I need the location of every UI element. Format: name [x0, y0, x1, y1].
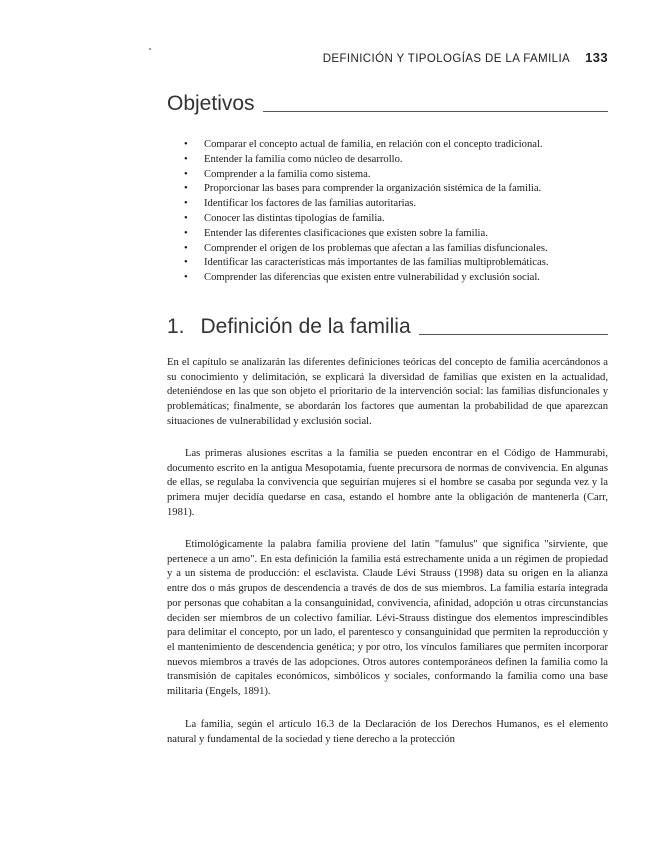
objective-item: • Identificar las características más importantes de las familias multiproblemáticas. [184, 256, 608, 271]
page-number: 133 [585, 50, 608, 65]
objective-item: • Comprender el origen de los problemas que afectan a las familias disfuncionales. [184, 242, 608, 257]
objective-item: • Proporcionar las bases para comprender la organización sistémica de la familia. [184, 182, 608, 197]
section-heading [167, 315, 608, 339]
heading-rule [263, 111, 608, 112]
body-paragraph: En el capítulo se analizarán las diferentes definiciones teóricas del concepto de familia acercándonos a su conocimiento y delimitación, se explicará la diversidad de familias que existen en la actualidad, deteniéndose en las que son objeto el prioritario de la intervención social: las familias disfuncionales y problemáticas; finalmente, se abordarán los factores que aumentan la probabilidad de que aparezcan situaciones de vulnerabilidad y exclusión social. [167, 357, 608, 427]
section-number: 1. [167, 315, 185, 338]
section-title: Definición de la familia [200, 315, 411, 338]
objective-item: • Identificar los factores de las familias autoritarias. [184, 197, 608, 212]
objectives-heading [167, 92, 608, 116]
objectives-title: Objetivos [167, 92, 255, 115]
margin-mark [149, 48, 151, 50]
body-paragraph: Las primeras alusiones escritas a la familia se pueden encontrar en el Código de Hammurabi, documento escrito en la antigua Mesopotamia, fuente precursora de normas de convivencia. En algunas de ellas, se regulaba la convivencia que seguirían mujeres si el hombre se casaba por segunda vez y la primera mujer decidía quedarse en casa, estando el hombre ante la obligación de mantenerla (Carr, 1981). [167, 448, 608, 518]
objective-item: • Comparar el concepto actual de familia, en relación con el concepto tradicional. [184, 138, 608, 153]
objective-item: • Comprender a la familia como sistema. [184, 168, 608, 183]
objectives-list [184, 138, 608, 286]
objective-item: • Entender las diferentes clasificaciones que existen sobre la familia. [184, 227, 608, 242]
heading-rule [419, 334, 608, 335]
body-paragraph: Etimológicamente la palabra familia proviene del latín "famulus" que significa "sirviente, que pertenece a un amo". En esta definición la familia está estrechamente unida a un régimen de propiedad y a un sistema de producción: el esclavista. Claude Lévi Strauss (1998) data su origen en la alianza entre dos o más grupos de descendencia a través de dos de sus miembros. La familia estaría integrada por personas que cohabitan a la consanguinidad, convivencia, afinidad, adopción u otras circunstancias deciden ser miembros de un colectivo familiar. Lévi-Strauss distingue dos elementos imprescindibles para delimitar el concepto, por un lado, el parentesco y consanguinidad que permiten la reproducción y el mantenimiento de descendencia genética; y por otro, los vínculos familiares que permiten incorporar nuevos miembros a través de las adopciones. Otros autores contemporáneos definen la familia como la transmisión de capitales económicos, simbólicos y sociales, conformando la familia como una base militaria (Engels, 1891). [167, 539, 608, 698]
objective-item: • Comprender las diferencias que existen entre vulnerabilidad y exclusión social. [184, 271, 608, 286]
body-paragraph: La familia, según el artículo 16.3 de la Declaración de los Derechos Humanos, es el elemento natural y fundamental de la sociedad y tiene derecho a la protección [167, 719, 608, 745]
running-header [323, 50, 608, 65]
objective-item: • Entender la familia como núcleo de desarrollo. [184, 153, 608, 168]
running-title: DEFINICIÓN Y TIPOLOGÍAS DE LA FAMILIA [322, 53, 570, 65]
objective-item: • Conocer las distintas tipologías de familia. [184, 212, 608, 227]
